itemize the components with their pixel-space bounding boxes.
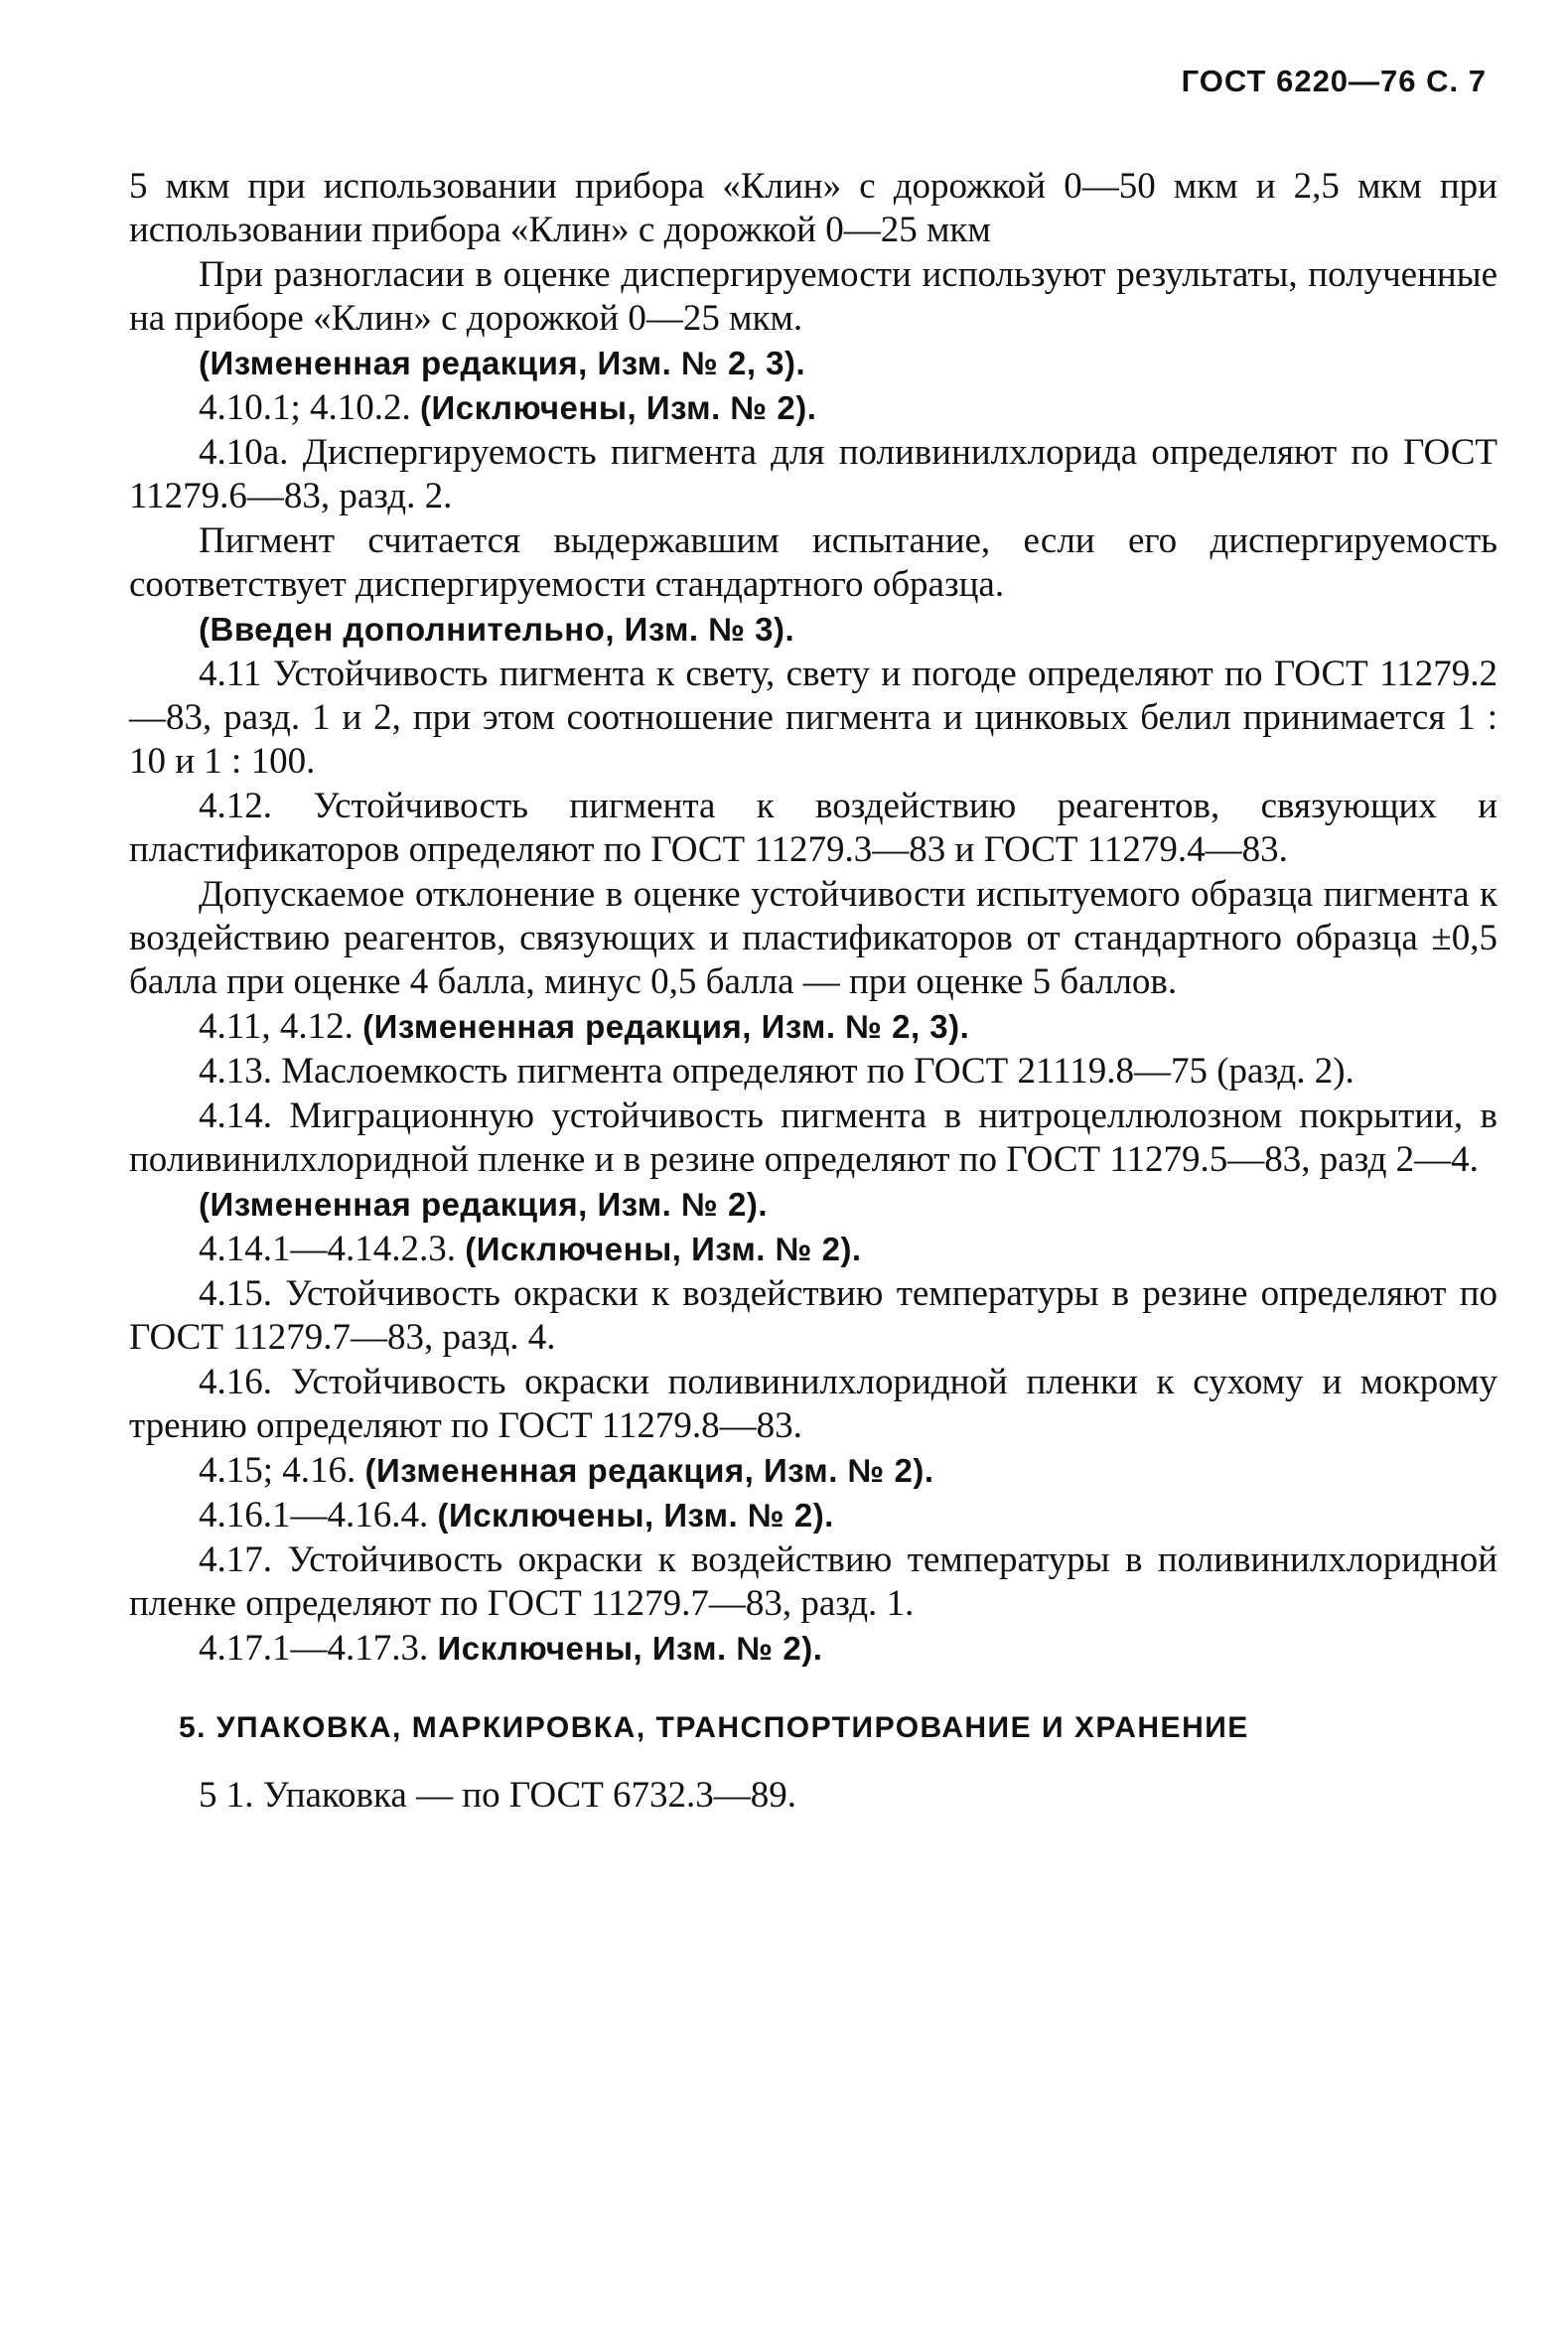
amendment-note: (Исключены, Изм. № 2). — [465, 1231, 862, 1267]
paragraph-dispute-rule: При разногласии в оценке диспергируемости используют результаты, полученные на приборе «Клин» с дорожкой 0—25 мкм. — [129, 254, 1497, 339]
clause-5-1: 5 1. Упаковка — по ГОСТ 6732.3—89. — [199, 1775, 797, 1816]
document-body — [129, 165, 1497, 1819]
amendment-note: (Введен дополнительно, Изм. № 3). — [199, 611, 795, 648]
clause-4-15: 4.15. Устойчивость окраски к воздействию температуры в резине определяют по ГОСТ 11279.7—83, разд. 4. — [129, 1273, 1497, 1358]
clause-4-16-1 — [129, 1494, 1497, 1537]
amendment-note: (Измененная редакция, Изм. № 2, 3). — [199, 345, 806, 381]
clause-number: 4.11, 4.12. — [199, 1006, 363, 1047]
clause-4-11: 4.11 Устойчивость пигмента к свету, свету и погоде определяют по ГОСТ 11279.2—83, разд. 1 и 2, при этом соотношение пигмента и цинковых белил принимается 1 : 10 и 1 : 100. — [129, 654, 1497, 782]
clause-4-17-1 — [129, 1627, 1497, 1671]
amendment-note: (Исключены, Изм. № 2). — [420, 389, 817, 426]
clause-number: 4.10.1; 4.10.2. — [199, 387, 421, 428]
clause-4-10a: 4.10а. Диспергируемость пигмента для поливинилхлорида определяют по ГОСТ 11279.6—83, разд. 2. — [129, 432, 1497, 516]
clause-4-13: 4.13. Маслоемкость пигмента определяют по ГОСТ 21119.8—75 (разд. 2). — [199, 1051, 1354, 1092]
clause-4-11-4-12-note — [129, 1005, 1497, 1049]
amendment-note: (Измененная редакция, Изм. № 2). — [364, 1452, 934, 1489]
amendment-note: (Измененная редакция, Изм. № 2). — [199, 1186, 768, 1223]
clause-number: 4.14.1—4.14.2.3. — [199, 1229, 466, 1269]
clause-number: 4.17.1—4.17.3. — [199, 1628, 438, 1669]
clause-4-15-4-16-note — [129, 1449, 1497, 1493]
amendment-note: (Исключены, Изм. № 2). — [437, 1497, 834, 1534]
paragraph-tolerance: Допускаемое отклонение в оценке устойчивости испытуемого образца пигмента к воздействию реагентов, связующих и пластификаторов от стандартного образца ±0,5 балла при оценке 4 балла, минус 0,5 балла — при оценке 5 баллов. — [129, 874, 1497, 1002]
clause-4-14-1 — [129, 1228, 1497, 1271]
clause-4-16: 4.16. Устойчивость окраски поливинилхлоридной пленки к сухому и мокрому трению определяют по ГОСТ 11279.8—83. — [129, 1362, 1497, 1446]
amendment-note: (Измененная редакция, Изм. № 2, 3). — [362, 1008, 970, 1045]
clause-4-14: 4.14. Миграционную устойчивость пигмента в нитроцеллюлозном покрытии, в поливинилхлоридной пленке и в резине определяют по ГОСТ 11279.5—83, разд 2—4. — [129, 1096, 1497, 1180]
clause-number: 4.16.1—4.16.4. — [199, 1495, 438, 1535]
clause-4-10-1 — [129, 386, 1497, 430]
paragraph-pass-criteria: Пигмент считается выдержавшим испытание, если его диспергируемость соответствует диспергируемости стандартного образца. — [129, 520, 1497, 605]
amendment-note: Исключены, Изм. № 2). — [437, 1630, 823, 1667]
page-running-head: ГОСТ 6220—76 С. 7 — [1181, 64, 1487, 98]
clause-number: 4.15; 4.16. — [199, 1450, 365, 1491]
clause-4-12: 4.12. Устойчивость пигмента к воздействию реагентов, связующих и пластификаторов определяют по ГОСТ 11279.3—83 и ГОСТ 11279.4—83. — [129, 786, 1497, 870]
section-5-heading: 5. УПАКОВКА, МАРКИРОВКА, ТРАНСПОРТИРОВАНИЕ И ХРАНЕНИЕ — [179, 1711, 1249, 1744]
paragraph-continuation: 5 мкм при использовании прибора «Клин» с дорожкой 0—50 мкм и 2,5 мкм при использовании прибора «Клин» с дорожкой 0—25 мкм — [129, 166, 1497, 250]
clause-4-17: 4.17. Устойчивость окраски к воздействию температуры в поливинилхлоридной пленке определяют по ГОСТ 11279.7—83, разд. 1. — [129, 1539, 1497, 1624]
